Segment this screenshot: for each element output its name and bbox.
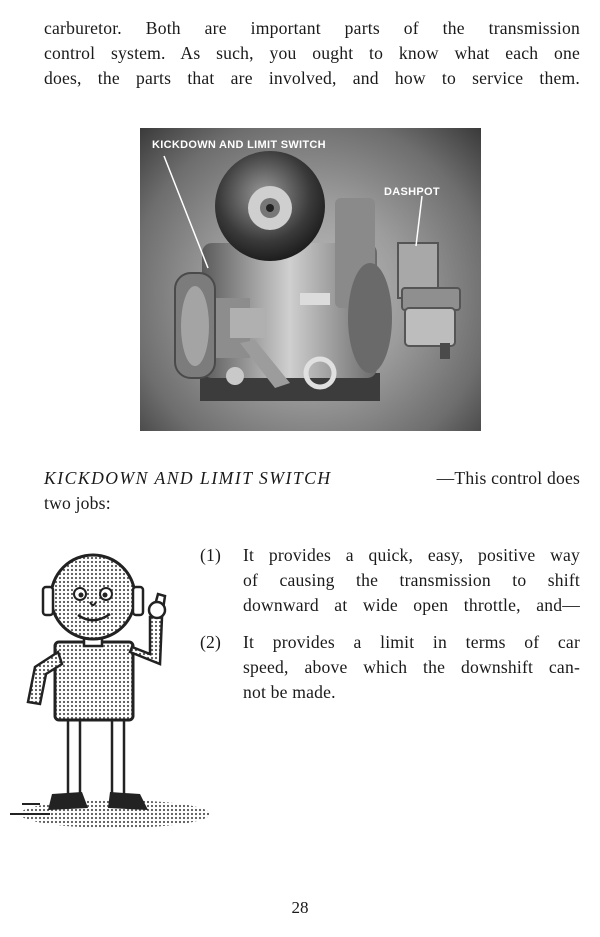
list-item-line: It provides a limit in terms of car [243, 632, 580, 652]
section-heading-line2: two jobs: [44, 493, 111, 513]
page-number: 28 [291, 898, 309, 917]
section-heading-rest: —This control does [436, 468, 580, 488]
section-heading-title: KICKDOWN AND LIMIT SWITCH [44, 468, 332, 488]
intro-line: control system. As such, you ought to know what each one [44, 43, 580, 63]
list-item-number: (1) [200, 545, 222, 565]
list-item [200, 543, 580, 623]
list-item [200, 630, 580, 710]
list-item-line: not be made. [243, 682, 336, 702]
intro-line: does, the parts that are involved, and how to service them. [44, 68, 580, 88]
list-item-line: speed, above which the downshift can- [243, 657, 580, 677]
list-item-line: of causing the transmission to shift [243, 570, 580, 590]
photo-label-kickdown-switch: KICKDOWN AND LIMIT SWITCH [152, 139, 326, 151]
carburetor-illustration [140, 128, 481, 431]
carburetor-photo [140, 128, 481, 431]
list-item-line: It provides a quick, easy, positive way [243, 545, 580, 565]
intro-paragraph [44, 16, 580, 91]
section-heading [44, 466, 580, 516]
mascot-illustration [10, 552, 215, 837]
photo-label-dashpot: DASHPOT [384, 186, 440, 198]
list-item-number: (2) [200, 632, 222, 652]
list-item-line: downward at wide open throttle, and— [243, 595, 580, 615]
intro-line: carburetor. Both are important parts of the transmission [44, 18, 580, 38]
